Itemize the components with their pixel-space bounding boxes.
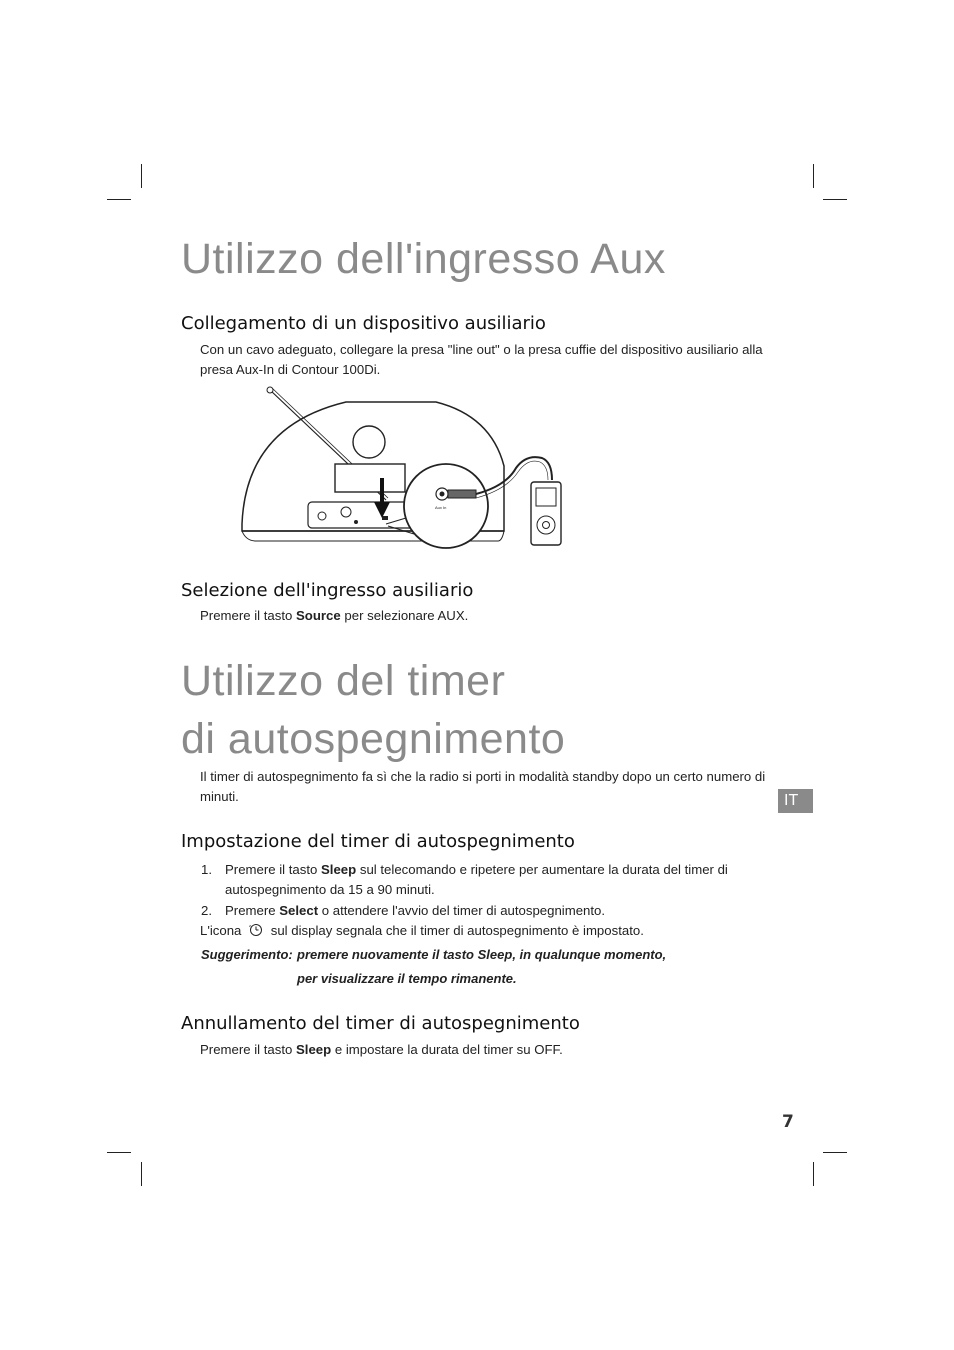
crop-mark (141, 164, 142, 188)
connect-device-text: Con un cavo adeguato, collegare la presa "line out" o la presa cuffie del dispositivo ausiliario alla presa Aux-In di Contour 100Di. (200, 342, 763, 377)
step-1-text: Premere il tasto Sleep sul telecomando e ripetere per aumentare la durata del timer di autospegnimento da 15 a 90 minuti. (225, 862, 728, 897)
section-title-sleep-line2: di autospegnimento (181, 715, 566, 763)
crop-mark (141, 1162, 142, 1186)
icon-note-text: L'icona z sul display segnala che il timer di autospegnimento è impostato. (200, 923, 644, 938)
tip-label: Suggerimento: (201, 947, 293, 962)
page-number: 7 (782, 1112, 794, 1132)
step-2-text: Premere Select o attendere l'avvio del timer di autospegnimento. (225, 903, 606, 918)
language-tab: IT (778, 789, 813, 813)
jack-plug (448, 490, 476, 498)
tip-line-2: per visualizzare il tempo rimanente. (297, 971, 517, 986)
heading-connect-device: Collegamento di un dispositivo ausiliario (181, 313, 546, 334)
section-title-aux: Utilizzo dell'ingresso Aux (181, 235, 666, 283)
radio-display (335, 464, 405, 492)
crop-mark (823, 199, 847, 200)
speaker-circle (353, 426, 385, 458)
heading-set-sleep: Impostazione del timer di autospegnimento (181, 831, 575, 852)
svg-text:z: z (249, 923, 252, 928)
step-number: 2. (201, 903, 212, 918)
section-title-sleep-line1: Utilizzo del timer (181, 657, 506, 705)
heading-cancel-sleep: Annullamento del timer di autospegnimento (181, 1013, 580, 1034)
crop-mark (107, 1152, 131, 1153)
crop-mark (813, 1162, 814, 1186)
step-number: 1. (201, 862, 212, 877)
crop-mark (107, 199, 131, 200)
aux-connection-illustration (236, 386, 566, 552)
sleep-clock-icon (249, 923, 263, 937)
control-panel (308, 502, 418, 528)
sleep-intro-text: Il timer di autospegnimento fa sì che la radio si porti in modalità standby dopo un certo numero di minuti. (200, 769, 766, 804)
cancel-sleep-text: Premere il tasto Sleep e impostare la durata del timer su OFF. (200, 1042, 563, 1057)
select-aux-text: Premere il tasto Source per selezionare AUX. (200, 608, 469, 623)
crop-mark (823, 1152, 847, 1153)
heading-select-aux: Selezione dell'ingresso ausiliario (181, 580, 474, 601)
tip-line-1: premere nuovamente il tasto Sleep, in qualunque momento, (297, 947, 667, 962)
aux-in-label: Aux In (435, 505, 447, 510)
crop-mark (813, 164, 814, 188)
